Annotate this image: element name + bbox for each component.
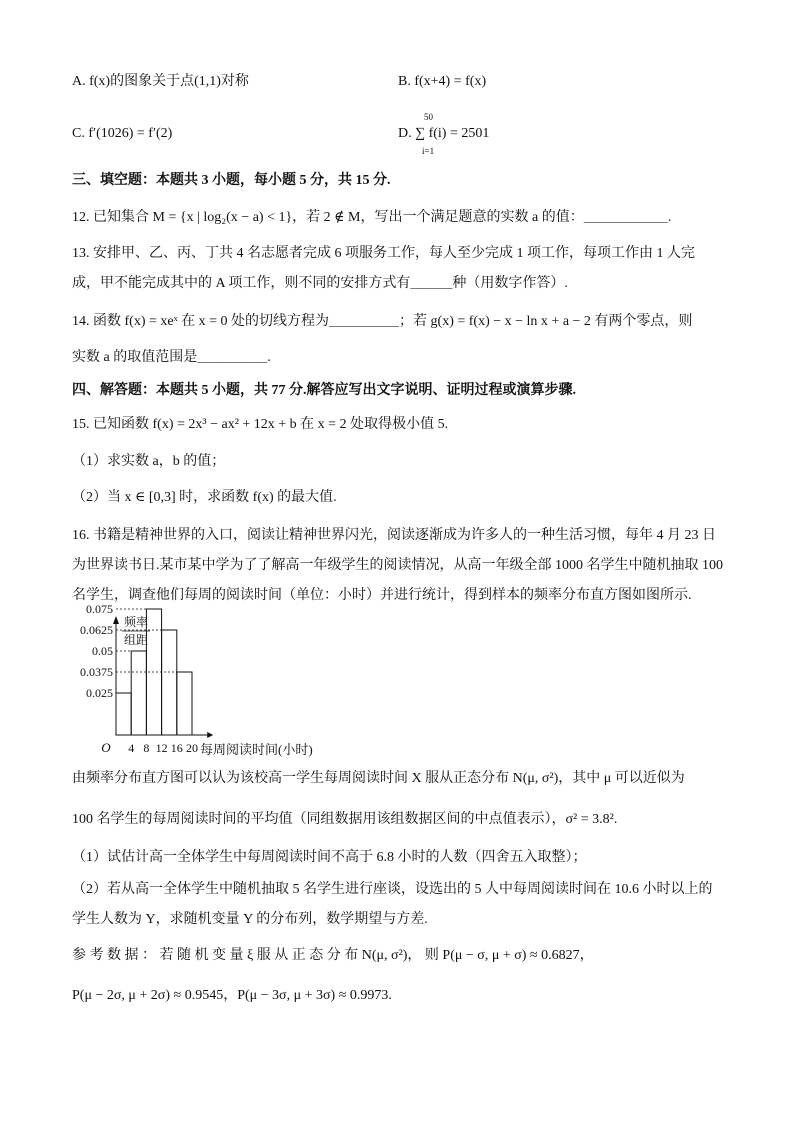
x-tick-label: 4 [128,741,135,755]
reference-data-line-1: 参 考 数 据 ： 若 随 机 变 量 ξ 服 从 正 态 分 布 N(μ, σ²)， 则 P(μ − σ, μ + σ) ≈ 0.6827， [72,948,594,963]
histogram-bar [116,693,131,735]
option-b: B. f(x+4) = f(x) [398,74,487,89]
x-axis-arrow [207,732,213,738]
question-13-line-1: 13. 安排甲、乙、丙、丁共 4 名志愿者完成 6 项服务工作，每人至少完成 1 项工作，每项工作由 1 人完 [72,246,695,261]
question-14-line-1: 14. 函数 f(x) = xeˣ 在 x = 0 处的切线方程为＿＿＿＿＿；若 g(x) = f(x) − x − ln x + a − 2 有两个零点，则 [72,314,693,329]
question-16-line-2: 为世界读书日.某市某中学为了了解高一年级学生的阅读情况，从高一年级全部 1000 名学生中随机抽取 100 [72,558,723,573]
x-tick-label: 20 [186,741,198,755]
histogram-bar [131,651,146,735]
question-16-line-1: 16. 书籍是精神世界的入口，阅读让精神世界闪光，阅读逐渐成为许多人的一种生活习惯，每年 4 月 23 日 [72,528,716,543]
question-15-part-2: （2）当 x ∈ [0,3] 时，求函数 f(x) 的最大值. [72,490,337,505]
histogram-bar [177,672,192,735]
question-16-part-2-line-1: （2）若从高一全体学生中随机抽取 5 名学生进行座谈，设选出的 5 人中每周阅读时间在 10.6 小时以上的 [72,882,713,897]
question-12: 12. 已知集合 M = {x | log₂(x − a) < 1}，若 2 ∉ M，写出一个满足题意的实数 a 的值：＿＿＿＿＿＿. [72,210,672,225]
y-tick-label: 0.05 [92,644,113,658]
x-tick-label: 16 [170,741,183,755]
sum-upper-limit: 50 [424,112,433,122]
option-a: A. f(x)的图象关于点(1,1)对称 [72,74,249,89]
question-15: 15. 已知函数 f(x) = 2x³ − ax² + 12x + b 在 x = 2 处取得极小值 5. [72,417,449,432]
y-tick-label: 0.0375 [80,665,113,679]
question-16-line-3: 名学生，调查他们每周的阅读时间（单位：小时）并进行统计，得到样本的频率分布直方图如图所示. [72,588,692,603]
origin-label: O [101,740,111,755]
y-axis-label-top: 频率 [123,615,149,629]
y-tick-label: 0.025 [86,686,113,700]
question-14-line-2: 实数 a 的取值范围是＿＿＿＿＿. [72,350,271,365]
option-d [398,124,489,144]
histogram-bar [162,630,177,735]
question-16-normal-dist: 由频率分布直方图可以认为该校高一学生每周阅读时间 X 服从正态分布 N(μ, σ²)，其中 μ 可以近似为 [72,771,685,786]
question-13-line-2: 成，甲不能完成其中的 A 项工作，则不同的安排方式有＿＿＿种（用数字作答）. [72,276,568,291]
section-3-header: 三、填空题：本题共 3 小题，每小题 5 分，共 15 分. [72,173,391,188]
question-16-mean-desc: 100 名学生的每周阅读时间的平均值（同组数据用该组数据区间的中点值表示），σ² = 3.8². [72,812,618,827]
x-tick-label: 12 [155,741,168,755]
x-axis-label: 每周阅读时间(小时) [200,742,313,757]
question-16-part-2-line-2: 学生人数为 Y，求随机变量 Y 的分布列，数学期望与方差. [72,912,428,927]
y-tick-label: 0.075 [86,602,113,616]
section-4-header: 四、解答题：本题共 5 小题，共 77 分.解答应写出文字说明、证明过程或演算步骤. [72,383,576,398]
histogram-svg [70,602,370,760]
frequency-histogram [70,602,370,760]
y-axis-arrow [113,616,119,624]
y-axis-label-bottom: 组距 [123,633,149,647]
question-15-part-1: （1）求实数 a，b 的值； [72,454,226,469]
x-tick-label: 8 [143,741,150,755]
option-d-text: D. ∑ f(i) = 2501 [398,126,490,141]
question-16-part-1: （1）试估计高一全体学生中每周阅读时间不高于 6.8 小时的人数（四舍五入取整）； [72,850,587,865]
y-tick-label: 0.0625 [80,623,113,637]
reference-data-line-2: P(μ − 2σ, μ + 2σ) ≈ 0.9545，P(μ − 3σ, μ + 3σ) ≈ 0.9973. [72,988,392,1003]
sum-lower-limit: i=1 [422,146,435,156]
option-c: C. f′(1026) = f′(2) [72,126,173,141]
